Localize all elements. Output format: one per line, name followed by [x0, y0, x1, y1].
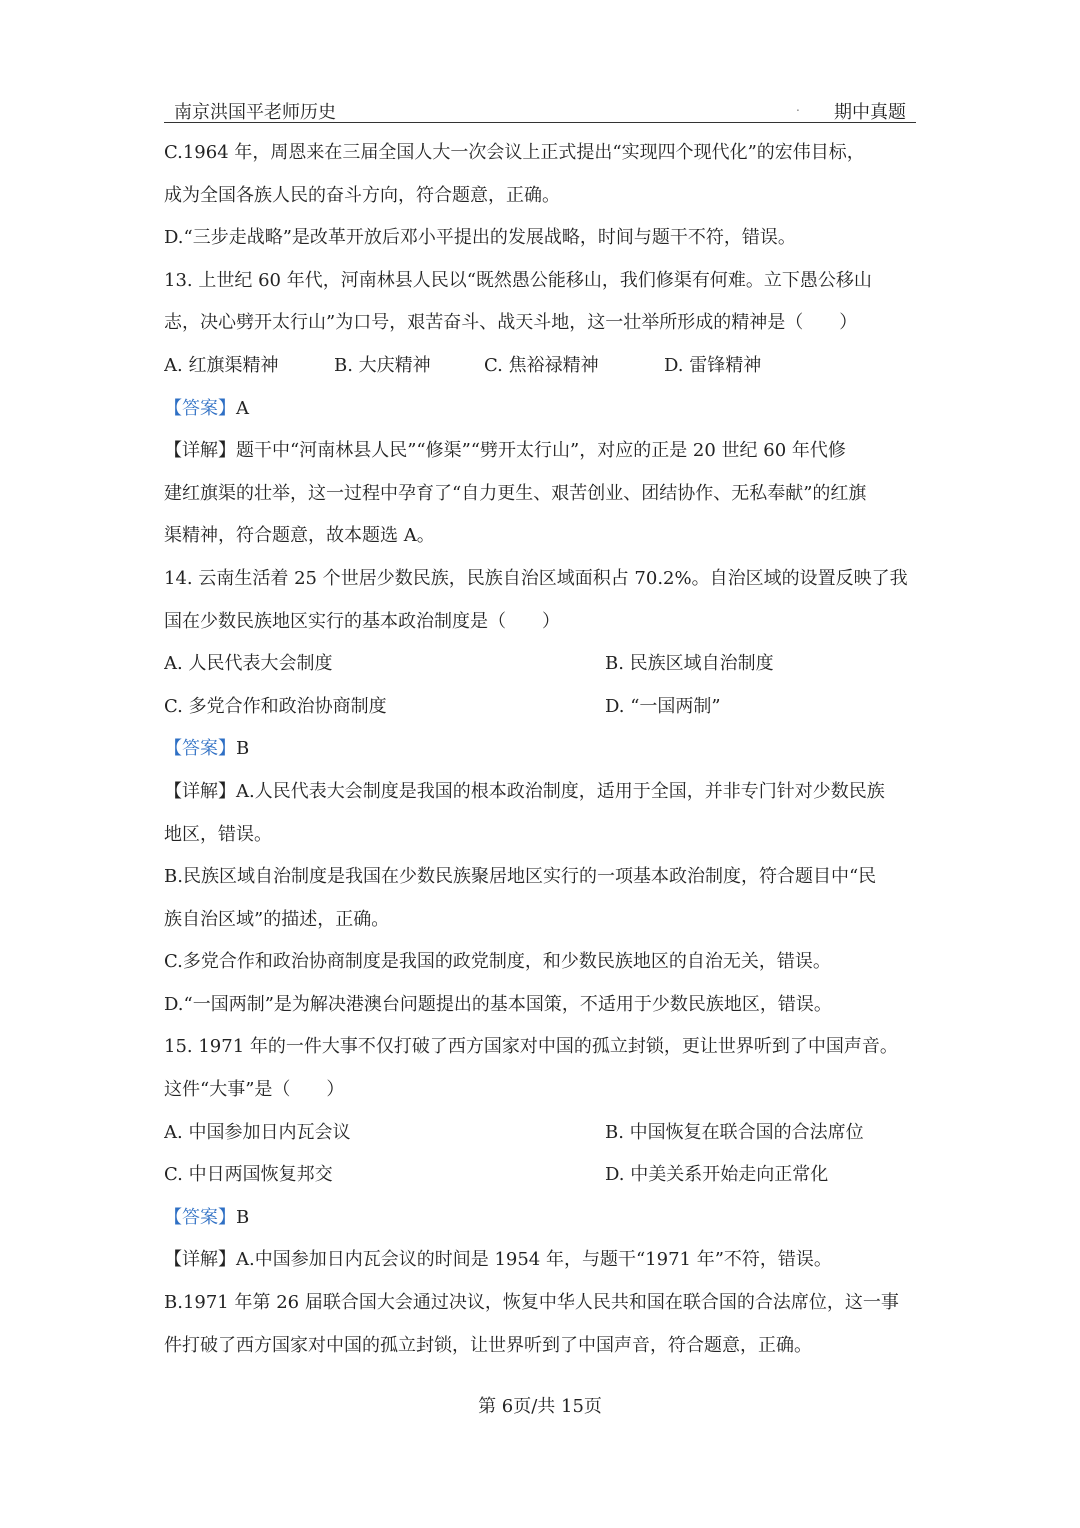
question-14-stem: 14. 云南生活着 25 个世居少数民族，民族自治区域面积占 70.2%。自治区域的设置反映了我	[164, 567, 908, 589]
question-13-stem: 志，决心劈开太行山”为口号，艰苦奋斗、战天斗地，这一壮举所形成的精神是（ ）	[164, 312, 858, 334]
page-header	[164, 98, 916, 123]
question-15-options	[164, 1112, 918, 1155]
question-14-options	[164, 686, 918, 729]
option-d: D. 中美关系开始走向正常化	[605, 1164, 829, 1186]
option-b: B. 大庆精神	[334, 354, 431, 376]
detail-line: C.多党合作和政治协商制度是我国的政党制度，和少数民族地区的自治无关，错误。	[164, 951, 831, 973]
option-c: C. 焦裕禄精神	[484, 354, 599, 376]
detail-text: 题干中“河南林县人民”“修渠”“劈开太行山”，对应的正是 20 世纪 60 年代修	[236, 440, 846, 462]
option-d: D. “一国两制”	[605, 695, 721, 717]
detail-line: D.“一国两制”是为解决港澳台问题提出的基本国策，不适用于少数民族地区，错误。	[164, 993, 832, 1015]
question-13-stem: 13. 上世纪 60 年代，河南林县人民以“既然愚公能移山，我们修渠有何难。立下愚公移山	[164, 269, 872, 291]
detail-line	[164, 430, 918, 473]
option-b: B. 民族区域自治制度	[605, 653, 774, 675]
question-14-options	[164, 643, 918, 686]
option-a: A. 红旗渠精神	[164, 354, 279, 376]
option-a: A. 人民代表大会制度	[164, 653, 333, 675]
header-dot: .	[796, 100, 800, 114]
answer-line	[164, 388, 918, 431]
detail-line: B.民族区域自治制度是我国在少数民族聚居地区实行的一项基本政治制度，符合题目中“民	[164, 866, 877, 888]
detail-tag: 【详解】	[164, 1249, 236, 1271]
detail-line	[164, 771, 918, 814]
text-line: C.1964 年，周恩来在三届全国人大一次会议上正式提出“实现四个现代化”的宏伟目标，	[164, 142, 865, 163]
option-a: A. 中国参加日内瓦会议	[164, 1121, 351, 1143]
question-15-options	[164, 1154, 918, 1197]
question-15-stem: 15. 1971 年的一件大事不仅打破了西方国家对中国的孤立封锁，更让世界听到了中国声音。	[164, 1036, 898, 1058]
question-14-stem: 国在少数民族地区实行的基本政治制度是（ ）	[164, 610, 560, 632]
text-line: D.“三步走战略”是改革开放后邓小平提出的发展战略，时间与题干不符，错误。	[164, 227, 796, 249]
answer-value: B	[236, 1206, 250, 1228]
detail-line: B.1971 年第 26 届联合国大会通过决议，恢复中华人民共和国在联合国的合法席位，这一事	[164, 1292, 899, 1314]
detail-line: 族自治区域”的描述，正确。	[164, 908, 390, 930]
question-13-options	[164, 345, 918, 388]
option-c: C. 多党合作和政治协商制度	[164, 695, 387, 717]
text-line: 成为全国各族人民的奋斗方向，符合题意，正确。	[164, 184, 560, 206]
answer-tag: 【答案】	[164, 397, 236, 419]
page-number: 第 6页/共 15页	[478, 1396, 602, 1417]
option-b: B. 中国恢复在联合国的合法席位	[605, 1121, 864, 1143]
answer-value: A	[236, 397, 249, 419]
header-title: 期中真题	[834, 102, 906, 123]
answer-line	[164, 728, 918, 771]
detail-tag: 【详解】	[164, 440, 236, 462]
detail-text: A.人民代表大会制度是我国的根本政治制度，适用于全国，并非专门针对少数民族	[236, 780, 885, 802]
answer-line	[164, 1197, 918, 1240]
answer-value: B	[236, 738, 250, 760]
detail-line: 件打破了西方国家对中国的孤立封锁，让世界听到了中国声音，符合题意，正确。	[164, 1334, 812, 1356]
detail-text: A.中国参加日内瓦会议的时间是 1954 年，与题干“1971 年”不符，错误。	[236, 1249, 832, 1271]
answer-tag: 【答案】	[164, 1206, 236, 1228]
option-d: D. 雷锋精神	[664, 354, 762, 376]
option-c: C. 中日两国恢复邦交	[164, 1164, 333, 1186]
page-content	[164, 132, 918, 1367]
detail-line: 建红旗渠的壮举，这一过程中孕育了“自力更生、艰苦创业、团结协作、无私奉献”的红旗	[164, 482, 867, 504]
detail-line	[164, 1239, 918, 1282]
detail-line: 地区，错误。	[164, 823, 272, 845]
detail-tag: 【详解】	[164, 780, 236, 802]
question-15-stem: 这件“大事”是（ ）	[164, 1079, 345, 1101]
detail-line: 渠精神，符合题意，故本题选 A。	[164, 525, 435, 547]
answer-tag: 【答案】	[164, 738, 236, 760]
header-author: 南京洪国平老师历史	[174, 102, 336, 123]
